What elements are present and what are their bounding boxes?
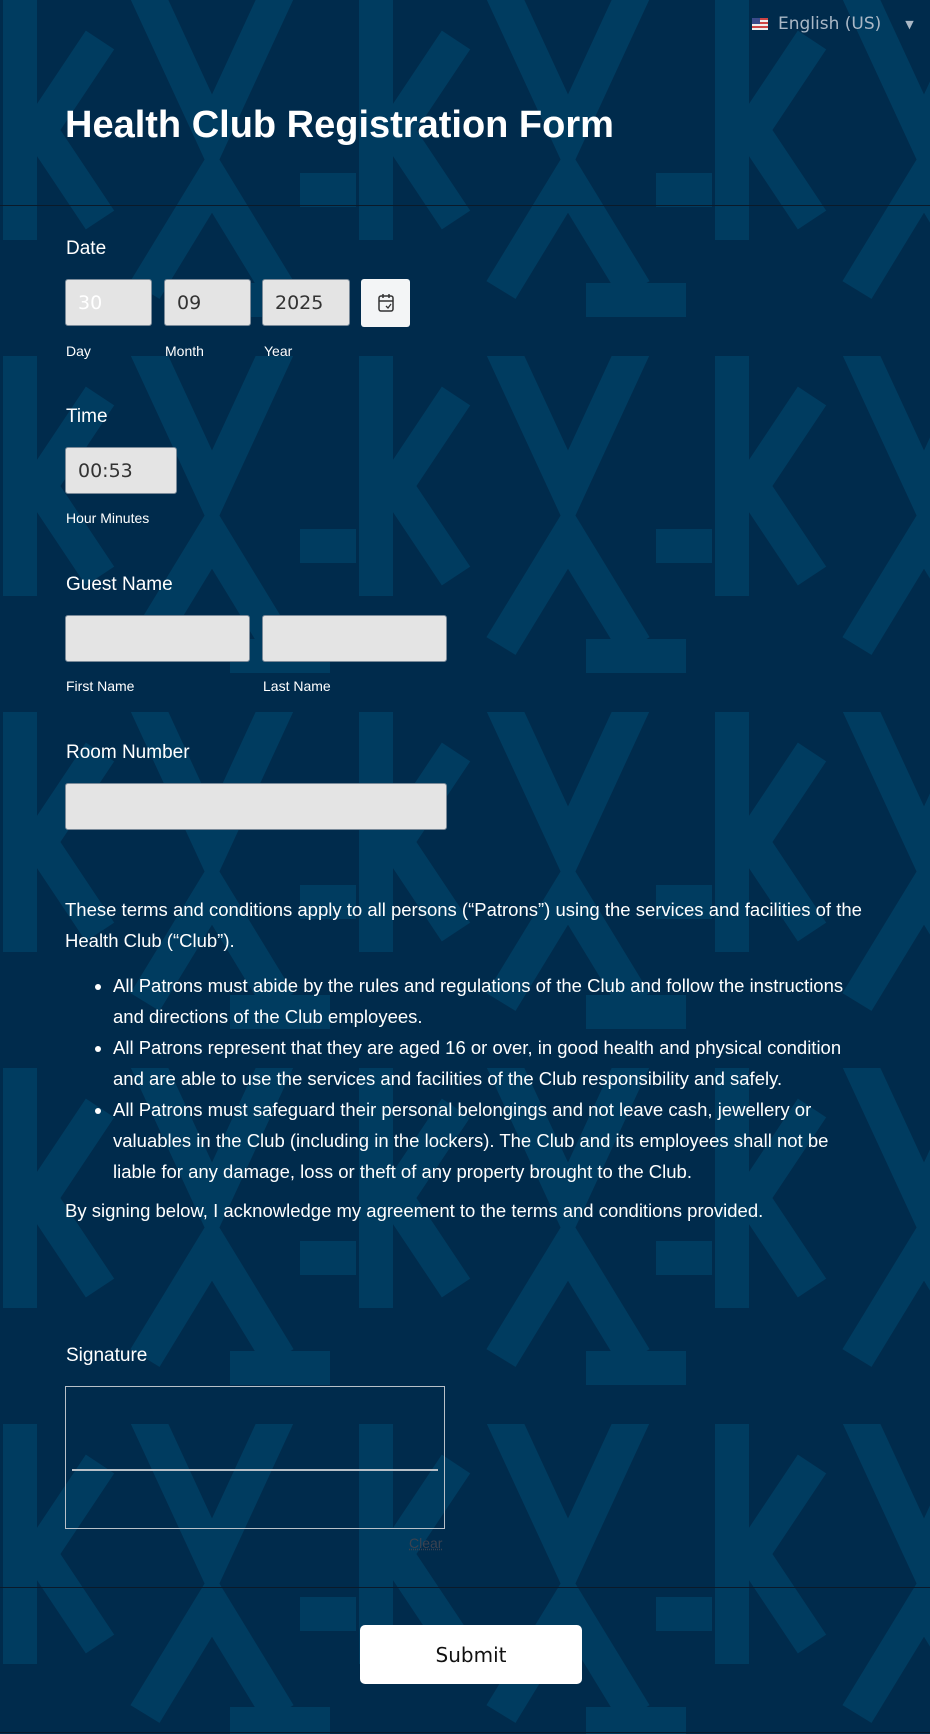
year-input[interactable]: 2025 (262, 279, 350, 326)
terms-closing: By signing below, I acknowledge my agreement to the terms and conditions provided. (65, 1200, 764, 1221)
room-number-label: Room Number (66, 742, 190, 763)
terms-text (65, 894, 875, 1226)
terms-item: • All Patrons must safeguard their personal belongings and not leave cash, jewellery or valuables in the Club (including in the lockers). The Club and its employees shall not be liable for any damage, loss or theft of any property brought to the Club. (113, 1094, 875, 1187)
room-number-input[interactable] (65, 783, 447, 830)
time-sublabel: Hour Minutes (66, 510, 150, 526)
submit-button[interactable]: Submit (360, 1625, 582, 1684)
page-title: Health Club Registration Form (65, 104, 614, 146)
us-flag-icon (752, 18, 768, 30)
bottom-divider (0, 1732, 930, 1733)
chevron-down-icon: ▼ (905, 17, 914, 31)
language-selector[interactable] (752, 14, 914, 34)
header-divider (0, 205, 930, 206)
time-input[interactable]: 00:53 (65, 447, 177, 494)
month-sublabel: Month (165, 343, 204, 359)
time-label: Time (66, 406, 108, 427)
calendar-button[interactable] (361, 279, 410, 327)
footer-divider (0, 1587, 930, 1588)
day-sublabel: Day (66, 343, 91, 359)
day-input[interactable]: 30 (65, 279, 152, 326)
first-name-input[interactable] (65, 615, 250, 662)
clear-signature-link[interactable]: Clear (409, 1535, 443, 1551)
last-name-sublabel: Last Name (263, 678, 331, 694)
terms-item: • All Patrons must abide by the rules and regulations of the Club and follow the instructions and directions of the Club employees. (113, 970, 875, 1032)
terms-intro: These terms and conditions apply to all persons (“Patrons”) using the services and facilities of the Health Club (“Club”). (65, 899, 862, 951)
terms-list (65, 970, 875, 1187)
first-name-sublabel: First Name (66, 678, 135, 694)
guest-name-label: Guest Name (66, 574, 173, 595)
last-name-input[interactable] (262, 615, 447, 662)
terms-item: • All Patrons represent that they are aged 16 or over, in good health and physical condition and are able to use the services and facilities of the Club responsibility and safely. (113, 1032, 875, 1094)
language-label: English (US) (778, 14, 882, 34)
month-input[interactable]: 09 (164, 279, 251, 326)
signature-pad[interactable] (65, 1386, 445, 1529)
signature-label: Signature (66, 1345, 148, 1366)
calendar-icon (377, 293, 395, 313)
year-sublabel: Year (264, 343, 293, 359)
signature-line (72, 1469, 438, 1471)
date-label: Date (66, 238, 107, 259)
